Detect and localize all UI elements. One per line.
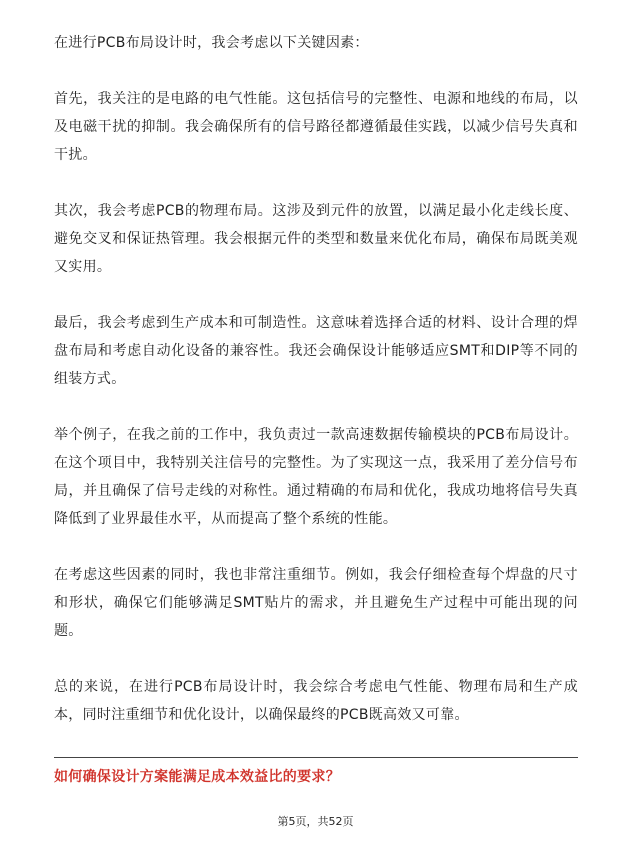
section-divider <box>54 757 578 758</box>
paragraph-detail: 在考虑这些因素的同时，我也非常注重细节。例如，我会仔细检查每个焊盘的尺寸和形状，确保它们能够满足SMT贴片的需求，并且避免生产过程中可能出现的问题。 <box>54 567 578 639</box>
answer-body <box>54 29 578 729</box>
next-question-heading: 如何确保设计方案能满足成本效益比的要求？ <box>54 769 340 785</box>
paragraph-electrical: 首先，我关注的是电路的电气性能。这包括信号的完整性、电源和地线的布局，以及电磁干扰的抑制。我会确保所有的信号路径都遵循最佳实践，以减少信号失真和干扰。 <box>54 91 578 163</box>
paragraph-summary: 总的来说，在进行PCB布局设计时，我会综合考虑电气性能、物理布局和生产成本，同时注重细节和优化设计，以确保最终的PCB既高效又可靠。 <box>54 679 578 723</box>
page-indicator: 第5页，共52页 <box>277 815 354 828</box>
paragraph-example: 举个例子，在我之前的工作中，我负责过一款高速数据传输模块的PCB布局设计。在这个项目中，我特别关注信号的完整性。为了实现这一点，我采用了差分信号布局，并且确保了信号走线的对称性。通过精确的布局和优化，我成功地将信号失真降低到了业界最佳水平，从而提高了整个系统的性能。 <box>54 427 578 527</box>
paragraph-cost: 最后，我会考虑到生产成本和可制造性。这意味着选择合适的材料、设计合理的焊盘布局和考虑自动化设备的兼容性。我还会确保设计能够适应SMT和DIP等不同的组装方式。 <box>54 315 578 387</box>
intro-paragraph: 在进行PCB布局设计时，我会考虑以下关键因素： <box>54 35 369 51</box>
paragraph-physical: 其次，我会考虑PCB的物理布局。这涉及到元件的放置，以满足最小化走线长度、避免交叉和保证热管理。我会根据元件的类型和数量来优化布局，确保布局既美观又实用。 <box>54 203 578 275</box>
